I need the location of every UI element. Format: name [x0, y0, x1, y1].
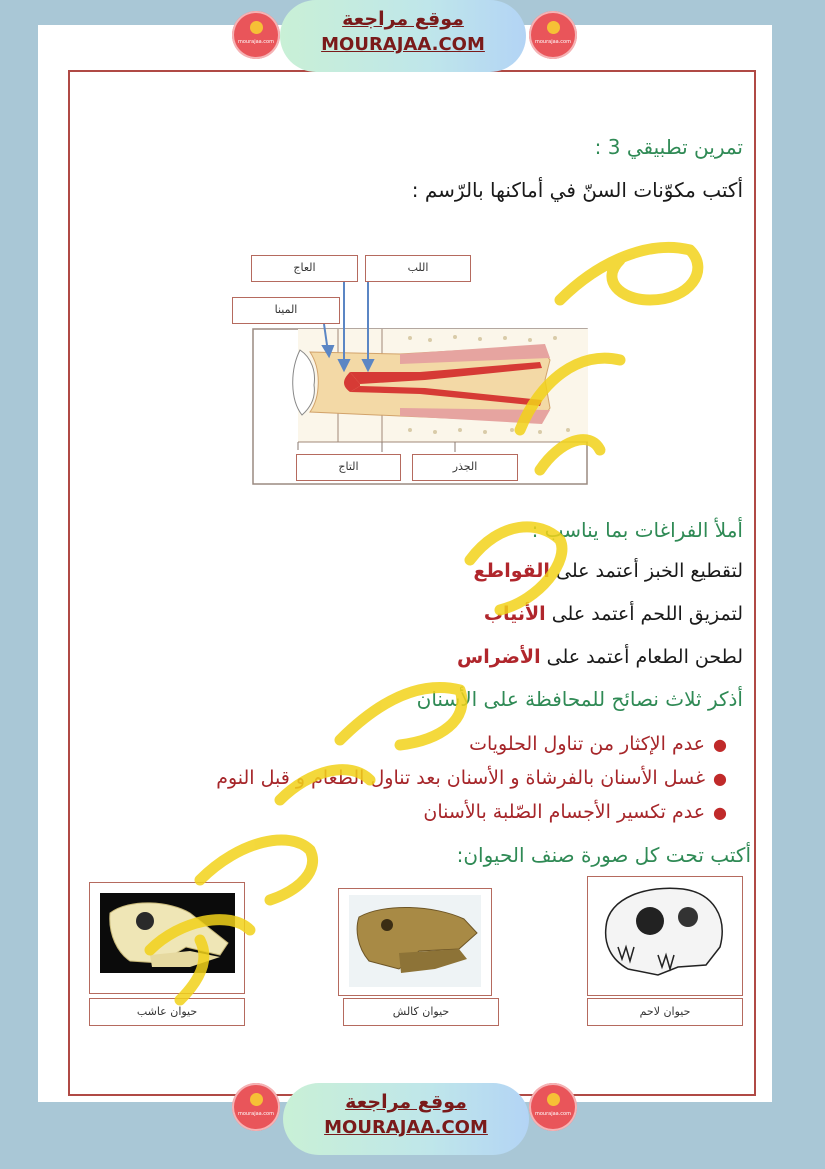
herbivore-label: حيوان عاشب: [89, 998, 245, 1026]
site-name-arabic[interactable]: موقع مراجعة: [342, 8, 464, 30]
omnivore-skull-icon: [339, 889, 490, 994]
label-enamel: المينا: [232, 297, 340, 324]
fill-line-2: لتمزيق اللحم أعتمد على الأنياب: [483, 603, 743, 625]
site-logo-icon[interactable]: mourajaa.com: [529, 11, 577, 59]
label-crown: التاج: [296, 454, 401, 481]
bullet-icon: ●: [713, 769, 727, 788]
bullet-icon: ●: [713, 735, 727, 754]
site-name-arabic[interactable]: موقع مراجعة: [345, 1091, 467, 1113]
site-name-english[interactable]: MOURAJAA.COM: [324, 1117, 488, 1138]
exercise-instruction: أكتب مكوّنات السنّ في أماكنها بالرّسم :: [411, 178, 743, 202]
advice-item-1: ●عدم الإكثار من تناول الحلويات: [469, 733, 727, 755]
bullet-icon: ●: [713, 803, 727, 822]
carnivore-skull-icon: [588, 877, 741, 994]
label-pulp: اللب: [365, 255, 471, 282]
site-banner-top[interactable]: [280, 0, 526, 72]
advice-item-2: ●غسل الأسنان بالفرشاة و الأسنان بعد تناول الطعام و قبل النوم: [216, 767, 727, 789]
omnivore-image: [338, 888, 492, 996]
site-name-english[interactable]: MOURAJAA.COM: [321, 34, 485, 55]
herbivore-image: [89, 882, 245, 994]
fill-line-3: لطحن الطعام أعتمد على الأضراس: [457, 646, 743, 668]
advice-title: أذكر ثلاث نصائح للمحافظة على الأسنان: [416, 687, 743, 711]
answer-canines: الأنياب: [483, 603, 546, 625]
answer-incisors: القواطع: [473, 560, 550, 582]
site-logo-icon[interactable]: mourajaa.com: [232, 11, 280, 59]
advice-item-3: ●عدم تكسير الأجسام الصّلبة بالأسنان: [423, 801, 727, 823]
site-logo-icon[interactable]: mourajaa.com: [529, 1083, 577, 1131]
site-logo-icon[interactable]: mourajaa.com: [232, 1083, 280, 1131]
carnivore-label: حيوان لاحم: [587, 998, 743, 1026]
label-ivory: العاج: [251, 255, 358, 282]
herbivore-skull-icon: [90, 883, 243, 992]
label-root: الجذر: [412, 454, 518, 481]
omnivore-label: حيوان كالش: [343, 998, 499, 1026]
answer-molars: الأضراس: [457, 646, 541, 668]
site-banner-bottom[interactable]: [283, 1083, 529, 1155]
fill-blanks-title: أملأ الفراغات بما يناسب :: [531, 518, 743, 542]
exercise-title: تمرين تطبيقي 3 :: [594, 135, 743, 159]
carnivore-image: [587, 876, 743, 996]
animals-title: أكتب تحت كل صورة صنف الحيوان:: [456, 843, 751, 867]
fill-line-1: لتقطيع الخبز أعتمد على القواطع: [473, 560, 743, 582]
